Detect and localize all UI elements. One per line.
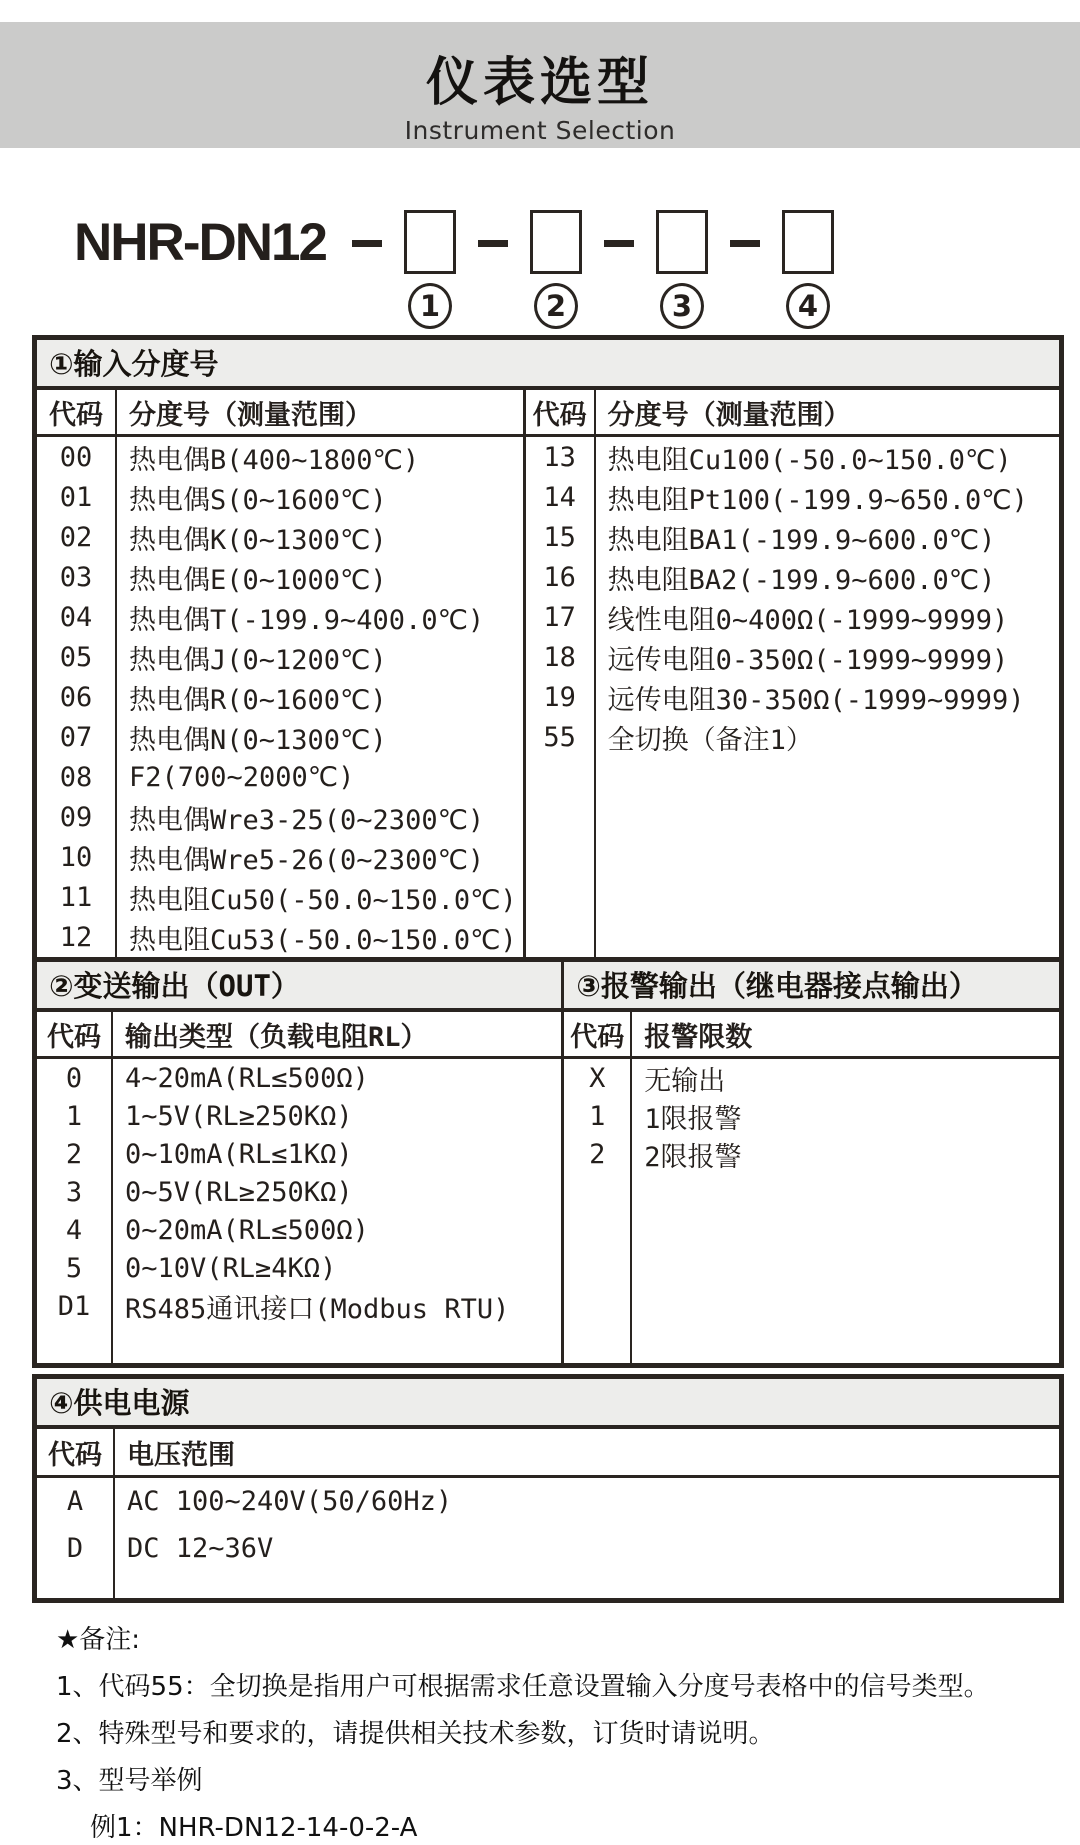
code-cell: 4	[37, 1211, 113, 1249]
code-cell: X	[564, 1059, 632, 1097]
table-row	[37, 1287, 561, 1325]
code-cell: D1	[37, 1287, 113, 1325]
column-header-row	[564, 1012, 1059, 1059]
table-row	[37, 1173, 561, 1211]
table-row	[564, 1097, 1059, 1135]
code-cell: 11	[37, 877, 117, 917]
alarm-table-caption: ③报警输出（继电器接点输出）	[564, 962, 1059, 1012]
table-row	[37, 597, 523, 637]
model-slot-2	[530, 210, 582, 329]
filler-row	[564, 1173, 1059, 1363]
remark-item-1: 1、代码55：全切换是指用户可根据需求任意设置输入分度号表格中的信号类型。	[56, 1672, 990, 1702]
page-header	[0, 22, 1080, 148]
table-row	[37, 917, 523, 957]
code-cell: 01	[37, 477, 117, 517]
model-slot-3	[656, 210, 708, 329]
desc-cell: 热电偶N(0~1300℃)	[129, 724, 387, 756]
code-cell: 1	[37, 1097, 113, 1135]
table-row	[37, 1525, 1059, 1572]
filler-row	[37, 1572, 1059, 1598]
slot-number-4: 4	[786, 283, 830, 329]
code-cell: 2	[37, 1135, 113, 1173]
code-cell: 04	[37, 597, 117, 637]
code-cell: 2	[564, 1135, 632, 1173]
table-row	[37, 877, 523, 917]
desc-cell: 0~10mA(RL≤1KΩ)	[125, 1138, 353, 1170]
model-code-diagram	[74, 210, 1080, 329]
desc-cell: RS485通讯接口(Modbus RTU)	[125, 1293, 510, 1325]
table-row	[37, 637, 523, 677]
table-row	[37, 1211, 561, 1249]
desc-column-header: 输出类型（负载电阻RL）	[125, 1021, 428, 1053]
column-header-row	[37, 390, 523, 437]
model-row	[74, 210, 1080, 329]
desc-cell: 0~5V(RL≥250KΩ)	[125, 1176, 353, 1208]
slot-number-1: 1	[408, 283, 452, 329]
column-header-row	[37, 1012, 561, 1059]
page-subtitle: Instrument Selection	[404, 116, 676, 145]
desc-cell: 热电偶R(0~1600℃)	[129, 684, 387, 716]
model-slot-1	[404, 210, 456, 329]
table-row	[526, 677, 1059, 717]
alarm-rows	[564, 1059, 1059, 1363]
code-cell: 03	[37, 557, 117, 597]
filler-row	[37, 1325, 561, 1363]
desc-cell: 热电偶E(0~1000℃)	[129, 564, 387, 596]
desc-cell: 远传电阻30-350Ω(-1999~9999)	[607, 684, 1025, 716]
desc-cell: 热电偶Wre5-26(0~2300℃)	[129, 844, 485, 876]
output-rows	[37, 1059, 561, 1363]
desc-cell: 热电偶B(400~1800℃)	[129, 444, 420, 476]
code-cell: 07	[37, 717, 117, 757]
table-row	[37, 1059, 561, 1097]
desc-cell: 0~20mA(RL≤500Ω)	[125, 1214, 369, 1246]
table-row	[37, 757, 523, 797]
code-cell: 16	[526, 557, 596, 597]
desc-cell: 远传电阻0-350Ω(-1999~9999)	[607, 644, 1009, 676]
code-column-header: 代码	[37, 1012, 113, 1056]
column-header-row	[526, 390, 1059, 437]
input-right-rows	[526, 437, 1059, 957]
desc-cell: 热电阻Cu53(-50.0~150.0℃)	[129, 924, 517, 956]
table-row	[526, 597, 1059, 637]
table-row	[37, 557, 523, 597]
desc-cell: 4~20mA(RL≤500Ω)	[125, 1062, 369, 1094]
desc-cell: DC 12~36V	[127, 1533, 274, 1564]
model-prefix: NHR-DN12	[74, 213, 326, 272]
input-table-right-half	[523, 390, 1059, 957]
transmit-output-table	[37, 962, 561, 1363]
remarks	[56, 1623, 1050, 1845]
dash-separator	[478, 240, 508, 247]
table-row	[526, 557, 1059, 597]
desc-cell: 全切换（备注1）	[607, 724, 813, 756]
table-row	[37, 1135, 561, 1173]
input-table-caption: ①输入分度号	[37, 340, 1059, 390]
column-header-row	[37, 1429, 1059, 1478]
table-row	[37, 837, 523, 877]
code-cell: 06	[37, 677, 117, 717]
code-cell: 5	[37, 1249, 113, 1287]
model-slot-box-4	[782, 210, 834, 274]
desc-cell: 热电偶K(0~1300℃)	[129, 524, 387, 556]
code-cell: 18	[526, 637, 596, 677]
table-row	[564, 1059, 1059, 1097]
desc-cell: 2限报警	[644, 1141, 742, 1173]
alarm-output-table	[561, 962, 1059, 1363]
desc-cell: F2(700~2000℃)	[129, 761, 355, 793]
code-cell: 3	[37, 1173, 113, 1211]
table-row	[37, 1097, 561, 1135]
model-example: 例1：NHR-DN12-14-0-2-A	[90, 1813, 418, 1843]
model-slot-4	[782, 210, 834, 329]
remark-item-3: 3、型号举例	[56, 1766, 203, 1796]
code-cell: 17	[526, 597, 596, 637]
model-slot-box-1	[404, 210, 456, 274]
table-row	[37, 1478, 1059, 1525]
model-slot-box-2	[530, 210, 582, 274]
input-table-left-half	[37, 390, 523, 957]
desc-cell: 热电偶S(0~1600℃)	[129, 484, 387, 516]
filler-row	[526, 757, 1059, 957]
code-cell: 12	[37, 917, 117, 957]
desc-cell: 热电阻Pt100(-199.9~650.0℃)	[607, 484, 1028, 516]
desc-column-header: 分度号（测量范围）	[607, 399, 851, 431]
desc-column-header: 分度号（测量范围）	[129, 399, 372, 431]
code-cell: 15	[526, 517, 596, 557]
slot-number-3: 3	[660, 283, 704, 329]
desc-cell: 热电偶T(-199.9~400.0℃)	[129, 604, 485, 636]
desc-cell: 无输出	[644, 1065, 726, 1097]
power-supply-table	[32, 1374, 1064, 1603]
code-cell: 14	[526, 477, 596, 517]
desc-cell: AC 100~240V(50/60Hz)	[127, 1486, 453, 1517]
table-row	[37, 477, 523, 517]
desc-cell: 0~10V(RL≥4KΩ)	[125, 1252, 337, 1284]
desc-cell: 热电偶Wre3-25(0~2300℃)	[129, 804, 485, 836]
table-row	[37, 1249, 561, 1287]
table-row	[37, 717, 523, 757]
input-table-body	[37, 390, 1059, 957]
slot-number-2: 2	[534, 283, 578, 329]
output-table-caption: ②变送输出（OUT）	[37, 962, 561, 1012]
desc-column-header: 报警限数	[644, 1021, 753, 1053]
table-row	[37, 517, 523, 557]
table-row	[564, 1135, 1059, 1173]
code-cell: 09	[37, 797, 117, 837]
code-cell: 13	[526, 437, 596, 477]
desc-column-header: 电压范围	[127, 1439, 235, 1471]
desc-cell: 热电阻Cu50(-50.0~150.0℃)	[129, 884, 517, 916]
code-cell: 1	[564, 1097, 632, 1135]
table-row	[37, 437, 523, 477]
model-slot-box-3	[656, 210, 708, 274]
desc-cell: 1限报警	[644, 1103, 742, 1135]
desc-cell: 热电阻Cu100(-50.0~150.0℃)	[607, 444, 1012, 476]
code-cell: 02	[37, 517, 117, 557]
table-row	[526, 637, 1059, 677]
table-row	[526, 517, 1059, 557]
code-column-header: 代码	[526, 390, 596, 434]
code-cell: 08	[37, 757, 117, 797]
dash-separator	[604, 240, 634, 247]
code-column-header: 代码	[37, 1429, 115, 1475]
power-table-caption: ④供电电源	[37, 1379, 1059, 1429]
code-cell: 00	[37, 437, 117, 477]
table-row	[37, 677, 523, 717]
page-title: 仪表选型	[425, 53, 654, 113]
code-cell: 05	[37, 637, 117, 677]
code-column-header: 代码	[37, 390, 117, 434]
code-cell: A	[37, 1478, 115, 1525]
remarks-title: ★备注:	[56, 1625, 141, 1655]
dash-separator	[730, 240, 760, 247]
code-cell: D	[37, 1525, 115, 1572]
remark-item-2: 2、特殊型号和要求的，请提供相关技术参数，订货时请说明。	[56, 1719, 775, 1749]
code-cell: 0	[37, 1059, 113, 1097]
table-row	[526, 717, 1059, 757]
output-alarm-tables	[32, 957, 1064, 1368]
table-row	[526, 477, 1059, 517]
desc-cell: 热电偶J(0~1200℃)	[129, 644, 387, 676]
code-column-header: 代码	[564, 1012, 632, 1056]
table-row	[37, 797, 523, 837]
desc-cell: 线性电阻0~400Ω(-1999~9999)	[607, 604, 1009, 636]
code-cell: 19	[526, 677, 596, 717]
code-cell: 55	[526, 717, 596, 757]
desc-cell: 热电阻BA2(-199.9~600.0℃)	[607, 564, 996, 596]
code-cell: 10	[37, 837, 117, 877]
table-row	[526, 437, 1059, 477]
desc-cell: 热电阻BA1(-199.9~600.0℃)	[607, 524, 996, 556]
dash-separator	[352, 240, 382, 247]
input-spec-table	[32, 335, 1064, 962]
input-left-rows	[37, 437, 523, 957]
desc-cell: 1~5V(RL≥250KΩ)	[125, 1100, 353, 1132]
